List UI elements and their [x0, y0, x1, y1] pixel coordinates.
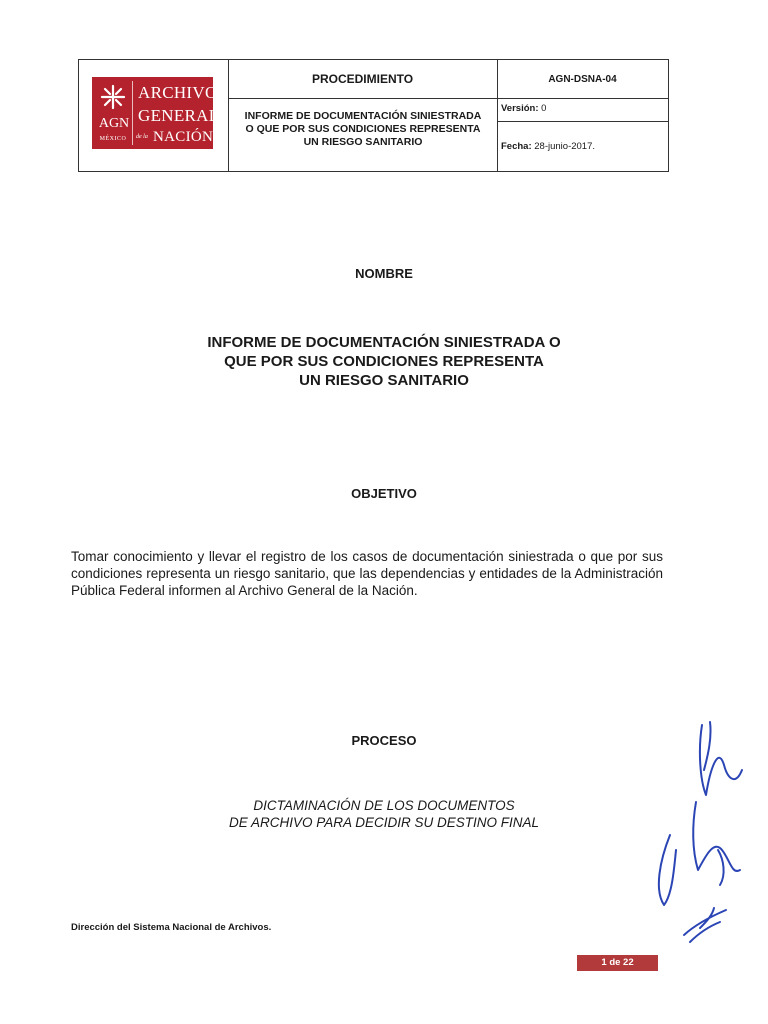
agn-logo: [92, 77, 220, 149]
header-title: [232, 110, 494, 149]
logo-mexico-text: MÉXICO: [99, 136, 127, 142]
title-cell: [228, 60, 498, 171]
proceso-line: DICTAMINACIÓN DE LOS DOCUMENTOS: [253, 798, 515, 813]
fecha-label: Fecha:: [501, 141, 532, 152]
header-table: [78, 59, 669, 172]
objetivo-text: Tomar conocimiento y llevar el registro de los casos de documentación siniestrada o que por sus condiciones representa un riesgo sanitario, que las dependencias y entidades de la Administración Pública Federal informen al Archivo General de la Nación.: [71, 549, 663, 598]
meta-cell: [497, 60, 668, 171]
header-title-line: INFORME DE DOCUMENTACIÓN SINIESTRADA: [244, 110, 482, 122]
handwritten-signature: [640, 710, 760, 960]
page-number-badge: 1 de 22: [577, 955, 658, 971]
fecha-value: 28-junio-2017.: [534, 141, 596, 152]
nombre-title: [0, 333, 768, 390]
nombre-line: UN RIESGO SANITARIO: [299, 372, 469, 389]
procedimiento-label: PROCEDIMIENTO: [228, 60, 497, 99]
header-title-line: UN RIESGO SANITARIO: [303, 136, 423, 148]
nombre-heading: NOMBRE: [355, 266, 413, 281]
header-title-line: O QUE POR SUS CONDICIONES REPRESENTA: [245, 123, 481, 135]
version-row: [497, 98, 668, 122]
nombre-line: INFORME DE DOCUMENTACIÓN SINIESTRADA O: [207, 334, 561, 351]
fecha-row: [497, 122, 668, 171]
logo-agn-text: AGN: [98, 116, 130, 131]
logo-word-archivo: ARCHIVO: [138, 83, 218, 102]
logo-cell: [79, 60, 229, 171]
version-label: Versión:: [501, 103, 539, 114]
logo-word-general: GENERAL: [138, 106, 220, 125]
agn-emblem-icon: [99, 83, 127, 111]
proceso-line: DE ARCHIVO PARA DECIDIR SU DESTINO FINAL: [228, 815, 540, 830]
logo-divider: [132, 81, 133, 145]
proceso-heading: PROCESO: [351, 733, 417, 748]
document-code: AGN-DSNA-04: [497, 60, 668, 99]
logo-word-dela: de la: [136, 134, 148, 140]
footer-organization: Dirección del Sistema Nacional de Archivos.: [71, 922, 272, 933]
version-value: 0: [541, 103, 547, 114]
objetivo-heading: OBJETIVO: [351, 486, 417, 501]
nombre-line: QUE POR SUS CONDICIONES REPRESENTA: [224, 353, 544, 370]
logo-word-nacion: NACIÓN: [153, 129, 214, 145]
